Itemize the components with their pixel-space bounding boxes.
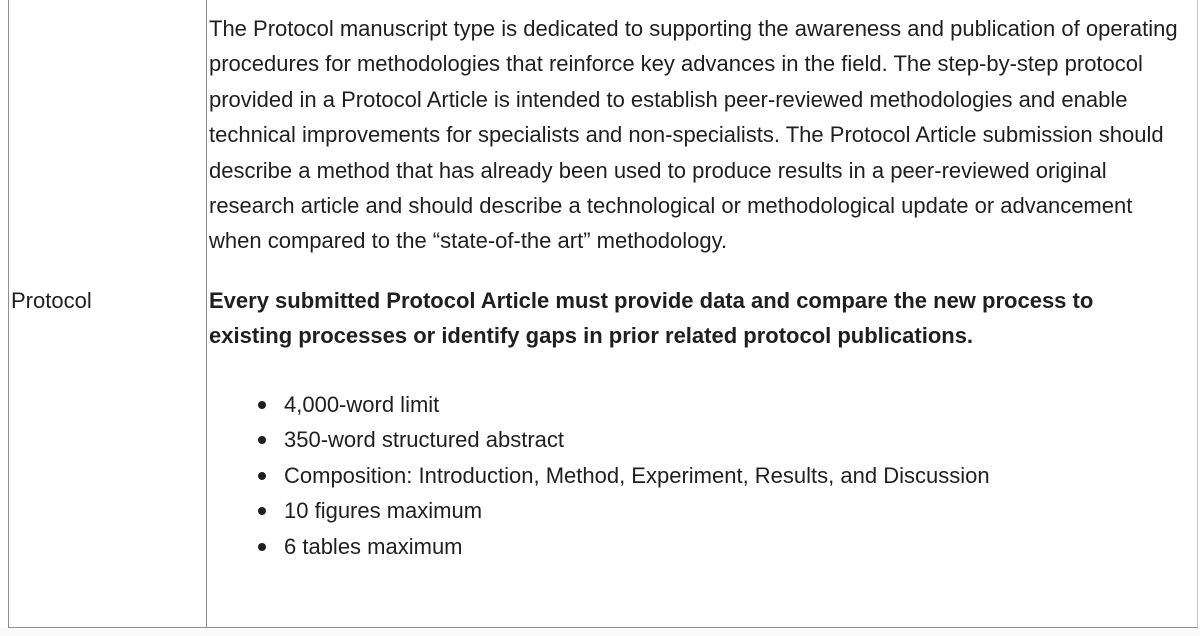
list-item [258, 422, 1181, 458]
spec-text: 10 figures maximum [284, 498, 483, 524]
bullet-icon [258, 472, 266, 480]
list-item [258, 458, 1181, 494]
page-bottom-margin [0, 628, 1200, 636]
spec-text: 4,000-word limit [284, 391, 440, 417]
spec-list [209, 387, 1181, 565]
spec-text: 350-word structured abstract [284, 427, 565, 453]
manuscript-type-cell: Protocol [11, 288, 92, 313]
bullet-icon [258, 401, 266, 409]
protocol-requirement: Every submitted Protocol Article must provide data and compare the new process to existing processes or identify gaps in prior related protocol publications. [209, 287, 1094, 349]
list-item [258, 493, 1181, 529]
bullet-icon [258, 507, 266, 515]
list-item [258, 529, 1181, 565]
protocol-description: The Protocol manuscript type is dedicated to supporting the awareness and publication of operating procedures for methodologies that reinforce key advances in the field. The step-by-step protocol provided in a Protocol Article is intended to establish peer-reviewed methodologies and enable technical improvements for specialists and non-specialists. The Protocol Article submission should describe a method that has already been used to produce results in a peer-reviewed original research article and should describe a technological or methodological update or advancement when compared to the “state-of-the art” methodology. [209, 16, 1178, 254]
description-cell [209, 11, 1181, 564]
column-divider [206, 0, 207, 628]
spec-text: 6 tables maximum [284, 533, 463, 559]
spec-text: Composition: Introduction, Method, Experiment, Results, and Discussion [284, 462, 990, 488]
list-item [258, 387, 1181, 423]
bullet-icon [258, 543, 266, 551]
bullet-icon [258, 436, 266, 444]
